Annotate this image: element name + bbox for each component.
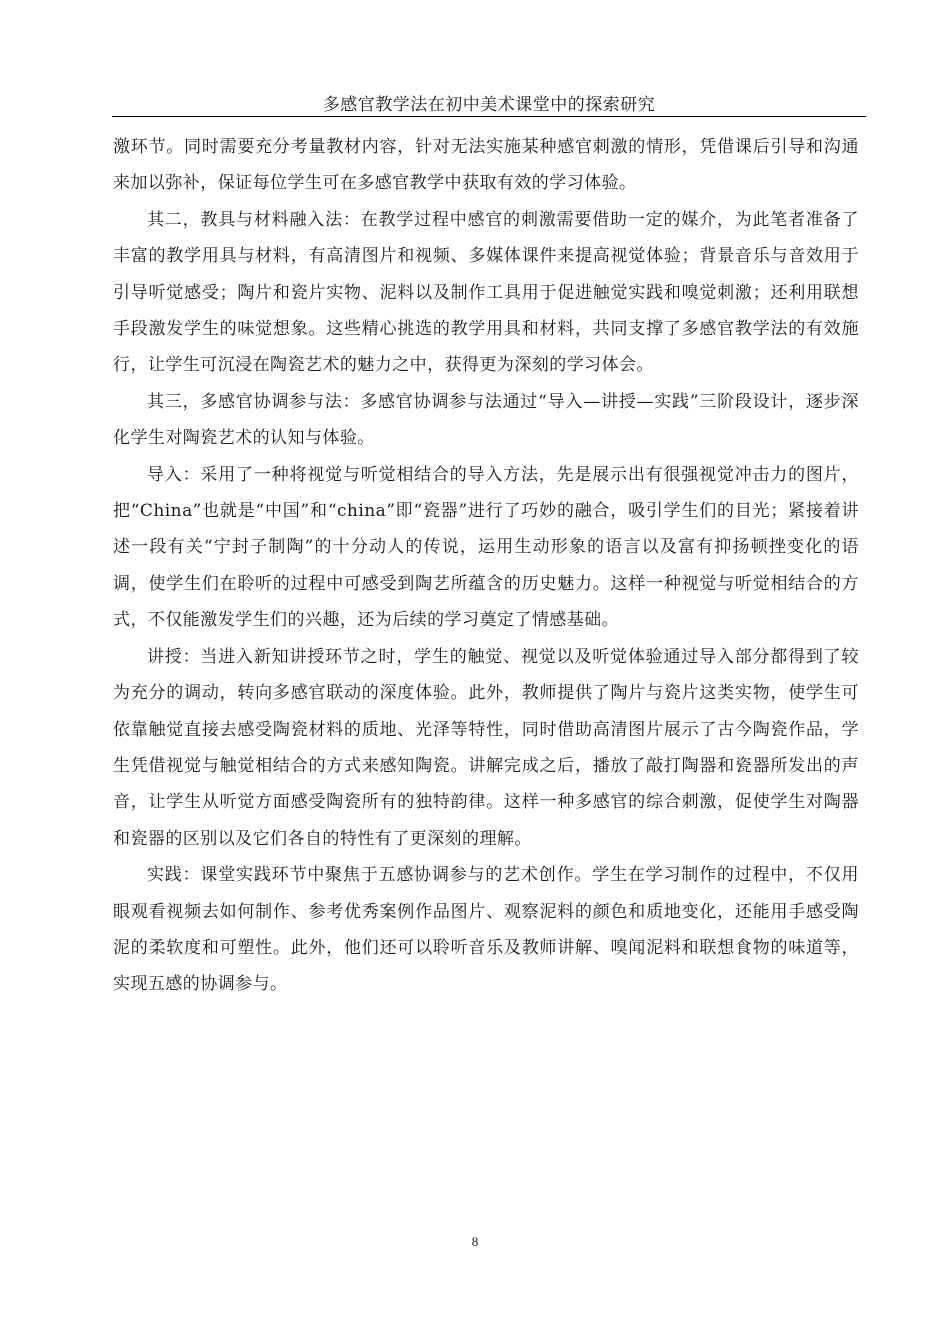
paragraph-practice-stage: 实践：课堂实践环节中聚焦于五感协调参与的艺术创作。学生在学习制作的过程中，不仅用眼观看视频去如何制作、参考优秀案例作品图片、观察泥料的颜色和质地变化，还能用手感受陶泥的柔软度和可塑性。此外，他们还可以聆听音乐及教师讲解、嗅闻泥料和联想食物的味道等，实现五感的协调参与。 [113,865,859,995]
document-body [113,129,859,1003]
header-title: 多感官教学法在初中美术课堂中的探索研究 [322,95,656,115]
paragraph-coordination-method: 其三，多感官协调参与法：多感官协调参与法通过“导入—讲授—实践”三阶段设计，逐步深化学生对陶瓷艺术的认知与体验。 [113,391,859,449]
page-number: 8 [471,1234,479,1249]
paragraph-materials-method: 其二，教具与材料融入法：在教学过程中感官的刺激需要借助一定的媒介，为此笔者准备了丰富的教学用具与材料，有高清图片和视频、多媒体课件来提高视觉体验；背景音乐与音效用于引导听觉感受；陶片和瓷片实物、泥料以及制作工具用于促进触觉实践和嗅觉刺激；还利用联想手段激发学生的味觉想象。这些精心挑选的教学用具和材料，共同支撑了多感官教学法的有效施行，让学生可沉浸在陶瓷艺术的魅力之中，获得更为深刻的学习体会。 [113,209,859,376]
paragraph-introduction-stage: 导入：采用了一种将视觉与听觉相结合的导入方法，先是展示出有很强视觉冲击力的图片，把“China”也就是“中国”和“china”即“瓷器”进行了巧妙的融合，吸引学生们的目光；紧接着讲述一段有关“宁封子制陶”的十分动人的传说，运用生动形象的语言以及富有抑扬顿挫变化的语调，使学生们在聆听的过程中可感受到陶艺所蕴含的历史魅力。这样一种视觉与听觉相结合的方式，不仅能激发学生们的兴趣，还为后续的学习奠定了情感基础。 [113,464,859,631]
running-header [112,86,866,117]
paragraph-continuation: 激环节。同时需要充分考量教材内容，针对无法实施某种感官刺激的情形，凭借课后引导和沟通来加以弥补，保证每位学生可在多感官教学中获取有效的学习体验。 [113,137,859,194]
paragraph-lecture-stage: 讲授：当进入新知讲授环节之时，学生的触觉、视觉以及听觉体验通过导入部分都得到了较为充分的调动，转向多感官联动的深度体验。此外，教师提供了陶片与瓷片这类实物，使学生可依靠触觉直接去感受陶瓷材料的质地、光泽等特性，同时借助高清图片展示了古今陶瓷作品，学生凭借视觉与触觉相结合的方式来感知陶瓷。讲解完成之后，播放了敲打陶器和瓷器所发出的声音，让学生从听觉方面感受陶瓷所有的独特韵律。这样一种多感官的综合刺激，促使学生对陶器和瓷器的区别以及它们各自的特性有了更深刻的理解。 [113,646,859,849]
